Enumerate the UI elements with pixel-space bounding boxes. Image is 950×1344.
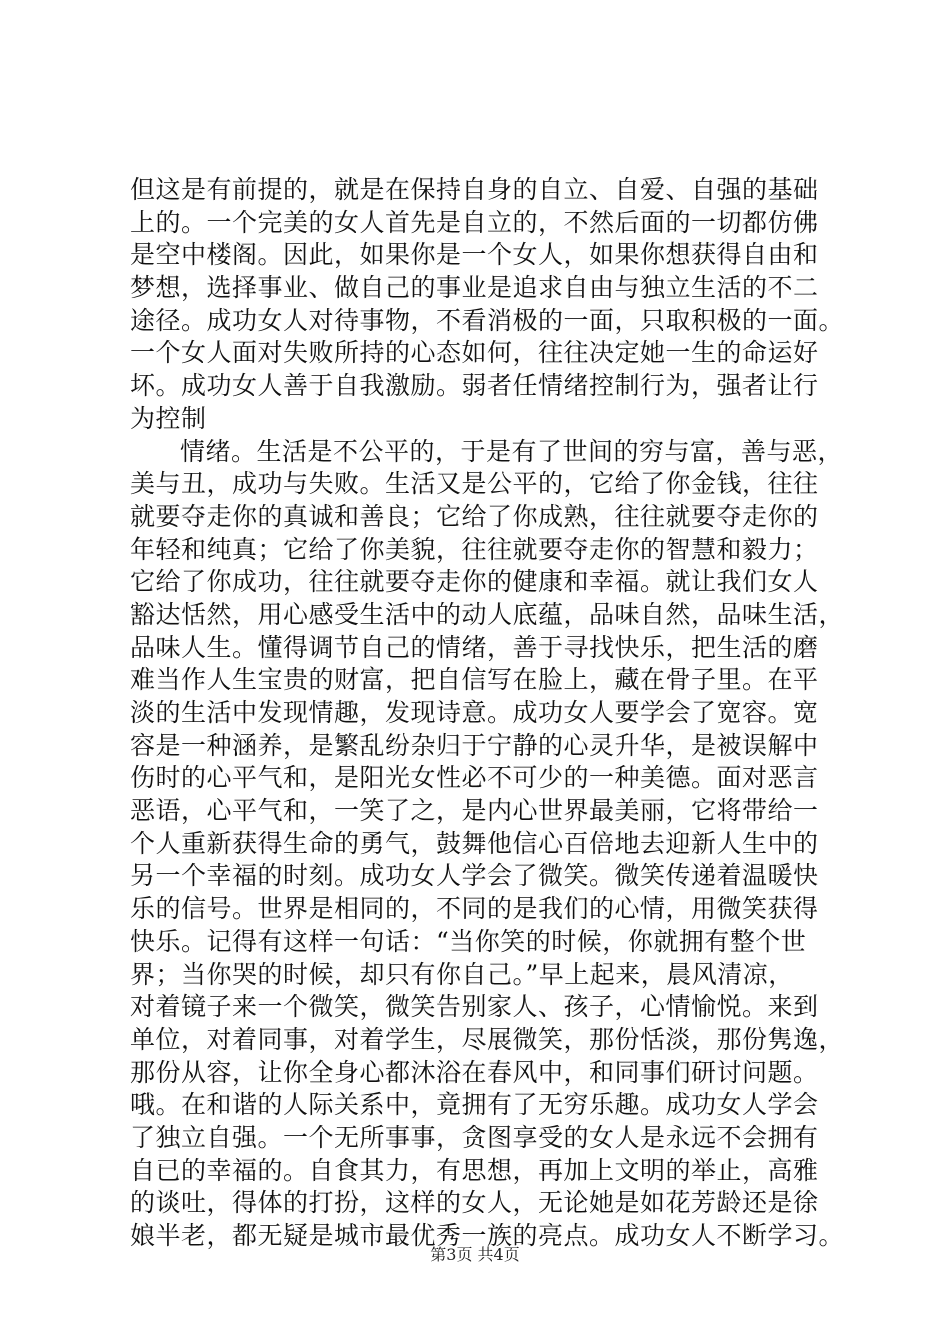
body-text bbox=[130, 174, 845, 1253]
text-line: 对着镜子来一个微笑，微笑告别家人、孩子，心情愉悦。来到 bbox=[130, 992, 819, 1022]
text-line: 恶语，心平气和，一笑了之，是内心世界最美丽，它将带给一 bbox=[130, 796, 819, 826]
text-line: 容是一种涵养，是繁乱纷杂归于宁静的心灵升华，是被误解中 bbox=[130, 730, 819, 760]
text-line: 哦。在和谐的人际关系中，竟拥有了无穷乐趣。成功女人学会 bbox=[130, 1090, 819, 1120]
text-line: 途径。成功女人对待事物，不看消极的一面，只取积极的一面。 bbox=[130, 305, 845, 335]
text-line: 豁达恬然，用心感受生活中的动人底蕴，品味自然，品味生活， bbox=[130, 599, 845, 629]
text-line: 它给了你成功，往往就要夺走你的健康和幸福。就让我们女人 bbox=[130, 567, 819, 597]
text-line: 淡的生活中发现情趣，发现诗意。成功女人要学会了宽容。宽 bbox=[130, 698, 819, 727]
text-line: 的谈吐，得体的打扮，这样的女人，无论她是如花芳龄还是徐 bbox=[130, 1188, 819, 1218]
text-line: 乐的信号。世界是相同的，不同的是我们的心情，用微笑获得 bbox=[130, 894, 819, 924]
text-line: 一个女人面对失败所持的心态如何，往往决定她一生的命运好 bbox=[130, 338, 819, 368]
text-line: 为控制 bbox=[130, 403, 207, 433]
text-line: 快乐。记得有这样一句话：“当你笑的时候，你就拥有整个世 bbox=[130, 926, 807, 956]
page-footer bbox=[0, 1242, 950, 1265]
text-line: 另一个幸福的时刻。成功女人学会了微笑。微笑传递着温暖快 bbox=[130, 861, 819, 891]
text-line: 那份从容，让你全身心都沐浴在春风中，和同事们研讨问题。 bbox=[130, 1057, 819, 1087]
text-line: 上的。一个完美的女人首先是自立的，不然后面的一切都仿佛 bbox=[130, 207, 819, 237]
text-line: 自已的幸福的。自食其力，有思想，再加上文明的举止，高雅 bbox=[130, 1155, 819, 1185]
text-line: 梦想，选择事业、做自己的事业是追求自由与独立生活的不二 bbox=[130, 273, 819, 303]
text-line: 单位，对着同事，对着学生，尽展微笑，那份恬淡，那份隽逸， bbox=[130, 1024, 845, 1054]
text-line: 品味人生。懂得调节自己的情绪，善于寻找快乐，把生活的磨 bbox=[130, 632, 819, 662]
text-line: 年轻和纯真；它给了你美貌，往往就要夺走你的智慧和毅力； bbox=[130, 534, 819, 564]
text-line: 娘半老，都无疑是城市最优秀一族的亮点。成功女人不断学习。 bbox=[130, 1221, 845, 1250]
text-line: 但这是有前提的，就是在保持自身的自立、自爱、自强的基础 bbox=[130, 175, 819, 204]
text-line: 伤时的心平气和，是阳光女性必不可少的一种美德。面对恶言 bbox=[130, 763, 819, 793]
text-line: 是空中楼阁。因此，如果你是一个女人，如果你想获得自由和 bbox=[130, 240, 819, 270]
text-line: 了独立自强。一个无所事事，贪图享受的女人是永远不会拥有 bbox=[130, 1122, 819, 1152]
text-line: 个人重新获得生命的勇气，鼓舞他信心百倍地去迎新人生中的 bbox=[130, 828, 819, 858]
text-line: 坏。成功女人善于自我激励。弱者任情绪控制行为，强者让行 bbox=[130, 371, 819, 401]
text-line: 界；当你哭的时候，却只有你自己。”早上起来，晨风清凉， bbox=[130, 959, 794, 989]
text-line: 难当作人生宝贵的财富，把自信写在脸上，藏在骨子里。在平 bbox=[130, 665, 819, 695]
text-line: 美与丑，成功与失败。生活又是公平的，它给了你金钱，往往 bbox=[130, 469, 819, 499]
text-line: 就要夺走你的真诚和善良；它给了你成熟，往往就要夺走你的 bbox=[130, 501, 819, 531]
paragraph-first-line: 情绪。生活是不公平的，于是有了世间的穷与富，善与恶， bbox=[180, 436, 844, 466]
page-number-label: 第3页 共4页 bbox=[430, 1245, 520, 1264]
